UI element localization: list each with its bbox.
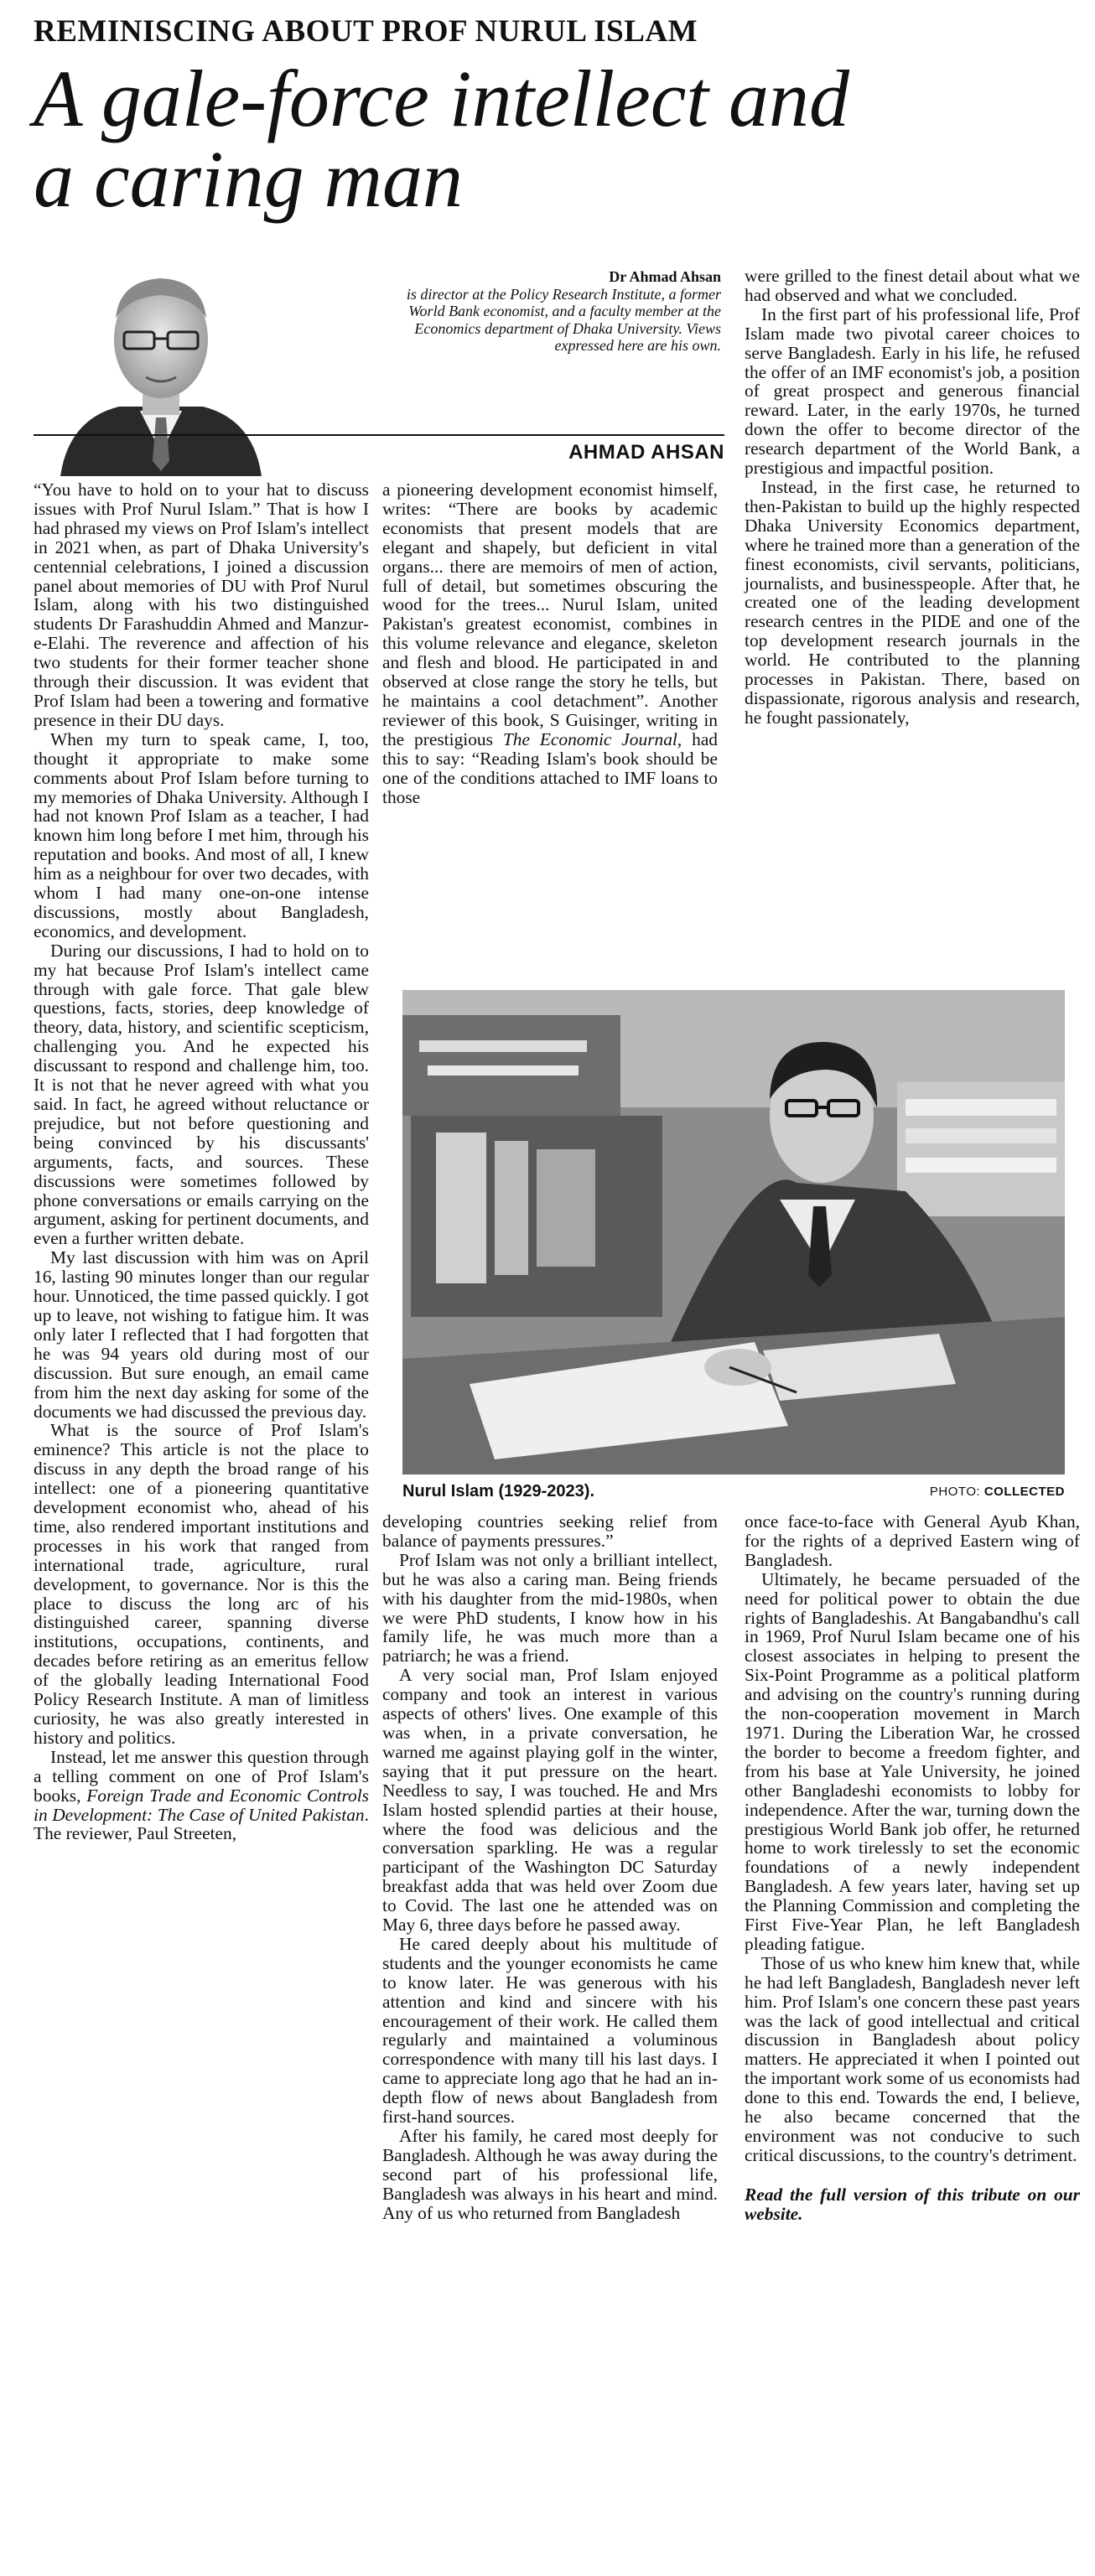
paragraph: [382, 480, 718, 806]
column-1: [34, 480, 369, 1843]
column-2-top: [382, 480, 718, 806]
paragraph: Ultimately, he became persuaded of the need for political power to obtain the due rights of Bangladeshis. At Bangabandhu's call in 1969, Prof Nurul Islam became one of his closest associates in helping to present the Six-Point Programme as a political platform and advising on the country's running during the non-cooperation movement in March 1971. During the Liberation War, he crossed the border to become a freedom fighter, and from his base at Yale University, he joined other Bangladeshi economists to lobby for independence. After the war, turning down the prestigious World Bank job offer, he returned home to work tirelessly to set the economic foundations of a newly independent Bangladesh. A few years later, having set up the Planning Commission and completing the First Five-Year Plan, he left Bangladesh pleading fatigue.: [745, 1568, 1080, 1954]
photo-caption: [402, 1482, 1065, 1501]
paragraph: [34, 1748, 369, 1844]
text-run: . The reviewer, Paul Streeten,: [34, 1804, 369, 1844]
paragraph: Those of us who knew him knew that, while he had left Bangladesh, Bangladesh never left him. Prof Islam's one concern these past years was the lack of good intellectual and critical discussion in Bangladesh about policy matters. He appreciated it when I pointed out the important work some of us economists had done to this end. Towards the end, I believe, he also became concerned that the environment was not conducive to such critical discussions, to the country's detriment.: [745, 1952, 1080, 2165]
column-3-top: [745, 267, 1080, 728]
paragraph: After his family, he cared most deeply for Bangladesh. Although he was away during the second part of his professional life, Bangladesh was always in his heart and mind. Any of us who returned from Bangladesh: [382, 2126, 718, 2223]
paragraph: A very social man, Prof Islam enjoyed company and took an interest in various aspects of others' lives. One example of this was when, in a private conversation, he warned me against playing golf in the winter, saying that it put pressure on the heart. Needless to say, I was touched. He and Mrs Islam hosted splendid parties at their house, where the food was delicious and the conversation sparkling. He was a regular participant of the Washington DC Saturday breakfast adda that was held over Zoom due to Covid. The last one he attended was on May 6, three days before he passed away.: [382, 1665, 718, 1936]
paragraph: When my turn to speak came, I, too, thought it appropriate to make some comments about Prof Islam before turning to my memories of Dhaka University. Although I had not known Prof Islam as a teacher, I had known him long before I met him, through his reputation and books. And most of all, I knew him as a neighbour for over two decades, with whom I had many one-on-one intense discussions, mostly about Bangladesh, economics, and development.: [34, 728, 369, 941]
book-title: Foreign Trade and Economic Controls in Development: The Case of United Pakistan: [34, 1785, 369, 1825]
paragraph: were grilled to the finest detail about what we had observed and what we concluded.: [745, 266, 1080, 305]
paragraph: My last discussion with him was on April 16, lasting 90 minutes longer than our regular hour. Unnoticed, the time passed quickly. I got up to leave, not wishing to fatigue him. It was only later I reflected that I had forgotten that he was 94 years old during most of our discussion. But sure enough, an email came from him the next day asking for some of the documents we had discussed the previous day.: [34, 1247, 369, 1422]
author-name: Dr Ahmad Ahsan: [609, 268, 721, 285]
credit-label: PHOTO:: [929, 1485, 981, 1499]
paragraph: Instead, in the first case, he returned to then-Pakistan to build up the highly respected Dhaka University Economics department, where he trained more than a generation of the finest economists, civil servants, politicians, journalists, and businesspeople. After that, he created one of the leading development research centres in the PIDE and one of the top development research journals in the world. He contributed to the planning processes in Pakistan. There, based on dispassionate, rigorous analysis and research, he fought passionately,: [745, 476, 1080, 728]
paragraph: Prof Islam was not only a brilliant intellect, but he was also a caring man. Being friends with his daughter from the mid-1980s, when we were PhD students, I know how in his family life, he was much more than a patriarch; he was a friend.: [382, 1549, 718, 1666]
text-run: a pioneering development economist himself, writes: “There are books by academic economists that present models that are elegant and shapely, but deficient in vital organs... there are memoirs of men of action, full of detail, but sometimes obscuring the wood for the trees... Nurul Islam, united Pakistan's greatest economist, combines in this volume relevance and elegance, skeleton and flesh and blood. He participated in and observed at close range the story he tells, but he maintains a cool detachment”. Another reviewer of this book, S Guisinger, writing in the prestigious: [382, 479, 718, 749]
credit-value: COLLECTED: [983, 1485, 1065, 1499]
paragraph: “You have to hold on to your hat to discuss issues with Prof Nurul Islam.” That is how I had phrased my views on Prof Islam's intellect in 2021 when, as part of Dhaka University's centennial celebrations, I joined a discussion panel about memories of DU with Prof Nurul Islam, along with his two distinguished students Dr Farashuddin Ahmed and Manzur-e-Elahi. The reverence and affection of his two students for their former teacher shone through their discussion. It was evident that Prof Islam had been a towering and formative presence in their DU days.: [34, 479, 369, 730]
paragraph: During our discussions, I had to hold on to my hat because Prof Islam's intellect came through with gale force. That gale blew questions, facts, stories, deep knowledge of theory, data, history, and scientific scepticism, challenging you. And he expected his discussant to respond and challenge him, too. It is not that he never agreed with what you said. In fact, he agreed without reluctance or prejudice, but not before questioning and being convinced by his discussants' arguments, facts, and sources. These discussions were sometimes followed by phone conversations or emails carrying on the argument, asking for pertinent documents, and even a further written debate.: [34, 940, 369, 1249]
website-tagline: Read the full version of this tribute on our website.: [745, 2184, 1080, 2224]
headline-line-1: A gale-force intellect and: [34, 54, 850, 143]
text-run: , had this to say: “Reading Islam's book should be one of the conditions attached to IMF loans to those: [382, 728, 719, 807]
author-bio: [369, 268, 721, 355]
paragraph: developing countries seeking relief from balance of payments pressures.”: [382, 1511, 718, 1551]
byline: AHMAD AHSAN: [568, 441, 724, 464]
caption-text: Nurul Islam (1929-2023).: [402, 1482, 594, 1501]
headline-line-2: a caring man: [34, 134, 463, 224]
photo-credit: [930, 1485, 1065, 1499]
headline: [34, 54, 1061, 224]
main-photo: [402, 990, 1065, 1475]
byline-rule: [34, 434, 724, 436]
column-3-bottom: [745, 1512, 1080, 2224]
author-bio-text: is director at the Policy Research Institute, a former World Bank economist, and a faculty member at the Economics department of Dhaka University. Views expressed here are his own.: [406, 285, 721, 354]
paragraph: once face-to-face with General Ayub Khan, for the rights of a deprived Eastern wing of Bangladesh.: [745, 1511, 1080, 1570]
text-run: Instead, let me answer this question through a telling comment on one of Prof Islam's books,: [34, 1746, 369, 1806]
kicker: REMINISCING ABOUT PROF NURUL ISLAM: [34, 14, 698, 49]
paragraph: What is the source of Prof Islam's eminence? This article is not the place to discuss in any depth the broad range of his intellect: one of a pioneering quantitative development economist who, ahead of his time, also rendered important institutions and processes in his work that ranged from international trade, agriculture, rural development, to governance. Nor is this the place to discuss the long arc of his distinguished career, spanning diverse institutions, occupations, continents, and decades before retiring as an emeritus fellow of the globally leading International Food Policy Research Institute. A man of limitless curiosity, he was also greatly interested in history and politics.: [34, 1420, 369, 1748]
paragraph: He cared deeply about his multitude of students and the younger economists he came to know later. He was generous with his attention and kind and sincere with his encouragement of their work. He called them regularly and maintained a voluminous correspondence with many till his last days. I came to appreciate long ago that he had an in-depth flow of news about Bangladesh from first-hand sources.: [382, 1933, 718, 2128]
column-2-bottom: [382, 1512, 718, 2223]
journal-title: The Economic Journal: [502, 728, 677, 749]
paragraph: In the first part of his professional life, Prof Islam made two pivotal career choices to serve Bangladesh. Early in his life, he refused the offer of an IMF economist's job, a position of great prospect and generous financial reward. Later, in the early 1970s, he turned down the offer to become director of the research department of the World Bank, a prestigious and impactful position.: [745, 303, 1080, 479]
